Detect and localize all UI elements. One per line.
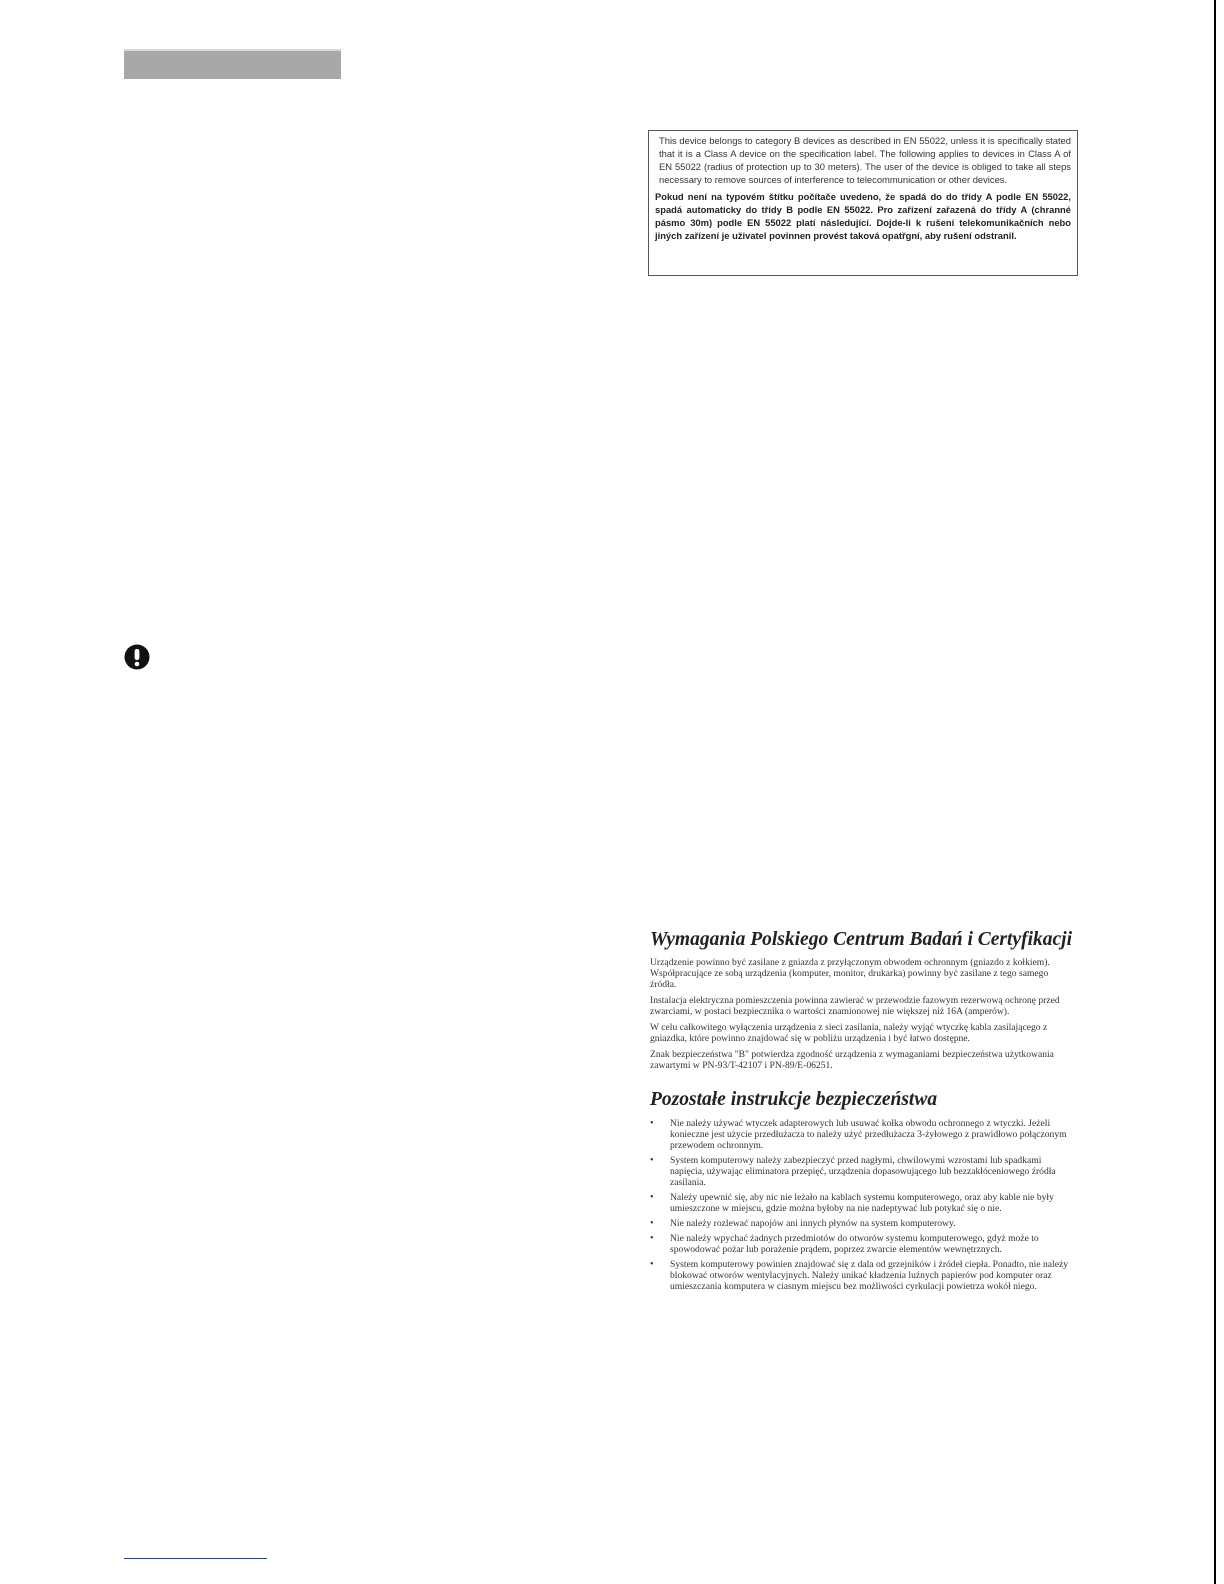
page-edge-line: [1214, 0, 1216, 1584]
pcbc-paragraph: Instalacja elektryczna pomieszczenia powinna zawierać w przewodzie fazowym rezerwową ochronę przed zwarciami, w postaci bezpiecznika o wartości znamionowej nie większej niż 16A (amperów).: [650, 995, 1060, 1017]
section-header-bar: [124, 49, 341, 79]
bullet-icon: •: [650, 1192, 654, 1203]
list-item-text: Nie należy rozlewać napojów ani innych płynów na system komputerowy.: [670, 1218, 956, 1229]
pcbc-paragraph: W celu całkowitego wyłączenia urządzenia z sieci zasilania, należy wyjąć wtyczkę kabla zasilającego z gniazdka, które powinno znajdować się w pobliżu urządzenia i być łatwo dostępne.: [650, 1022, 1048, 1044]
pcbc-paragraph: Znak bezpieczeństwa "B" potwierdza zgodność urządzenia z wymaganiami bezpieczeństwa użytkowania zawartymi w PN-93/T-42107 i PN-89/E-06251.: [650, 1049, 1054, 1071]
list-item: [650, 1233, 1070, 1255]
list-item: [650, 1259, 1070, 1292]
list-item: [650, 1155, 1070, 1188]
list-item-text: Należy upewnić się, aby nic nie leżało na kablach systemu komputerowego, oraz aby kable nie były umieszczone w miejscu, gdzie można byłoby na nie nadeptywać lub potykać się o nie.: [670, 1192, 1054, 1214]
pcbc-heading: Wymagania Polskiego Centrum Badań i Certyfikacji: [650, 929, 1072, 950]
safety-instructions-section: [650, 1088, 1070, 1296]
emc-notice-czech: Pokud není na typovém štítku počítače uvedeno, že spadá do do třídy A podle EN 55022, spadá automaticky do třídy B podle EN 55022. Pro zařízení zařazená do třídy A (chranné pásmo 30m) podle EN 55022 platí následující. Dojde-li k rušení telekomunikačních nebo jiných zařízení je uživatel povinnen provést taková opatřgní, aby rušení odstranil.: [655, 191, 1071, 241]
bullet-icon: •: [650, 1118, 654, 1129]
bullet-icon: •: [650, 1233, 654, 1244]
emc-notice-english: This device belongs to category B devices as described in EN 55022, unless it is specifically stated that it is a Class A device on the specification label. The following applies to devices in Class A of EN 55022 (radius of protection up to 30 meters). The user of the device is obliged to take all steps necessary to remove sources of interference to telecommunication or other devices.: [659, 135, 1071, 185]
safety-heading: Pozostałe instrukcje bezpieczeństwa: [650, 1089, 938, 1110]
list-item-text: System komputerowy powinien znajdować się z dala od grzejników i źródeł ciepła. Ponadto, nie należy blokować otworów wentylacyjnych. Należy unikać kładzenia luźnych papierów pod komputer oraz umieszczania komputera w ciasnym miejscu bez możliwości cyrkulacji powietrza wokół niego.: [670, 1259, 1069, 1292]
footer-link-underline: [124, 1558, 267, 1559]
list-item-text: System komputerowy należy zabezpieczyć przed nagłymi, chwilowymi wzrostami lub spadkami napięcia, używając eliminatora przepięć, urządzenia dopasowującego lub bezzakłóceniowego źródła zasilania.: [670, 1155, 1056, 1188]
emc-notice-box: [648, 130, 1078, 276]
pcbc-paragraphs: [650, 957, 1070, 1071]
bullet-icon: •: [650, 1259, 654, 1270]
list-item-text: Nie należy wpychać żadnych przedmiotów do otworów systemu komputerowego, gdyż może to spowodować pożar lub porażenie prądem, poprzez zwarcie elementów wewnętrznych.: [670, 1233, 1039, 1255]
list-item: [650, 1218, 1070, 1229]
bullet-icon: •: [650, 1155, 654, 1166]
safety-list: [650, 1118, 1070, 1292]
pcbc-requirements-section: [650, 928, 1070, 1076]
pcbc-paragraph: Urządzenie powinno być zasilane z gniazda z przyłączonym obwodem ochronnym (gniazdo z kołkiem). Współpracujące ze sobą urządzenia (komputer, monitor, drukarka) powinny być zasilane z tego samego źródła.: [650, 957, 1050, 990]
list-item: [650, 1192, 1070, 1214]
bullet-icon: •: [650, 1218, 654, 1229]
list-item-text: Nie należy używać wtyczek adapterowych lub usuwać kołka obwodu ochronnego z wtyczki. Jeżeli konieczne jest użycie przedłużacza to należy użyć przedłużacza 3-żyłowego z prawidłowo połączonym przewodem ochronnym.: [670, 1118, 1067, 1151]
exclamation-circle-icon: [124, 644, 150, 670]
list-item: [650, 1118, 1070, 1151]
